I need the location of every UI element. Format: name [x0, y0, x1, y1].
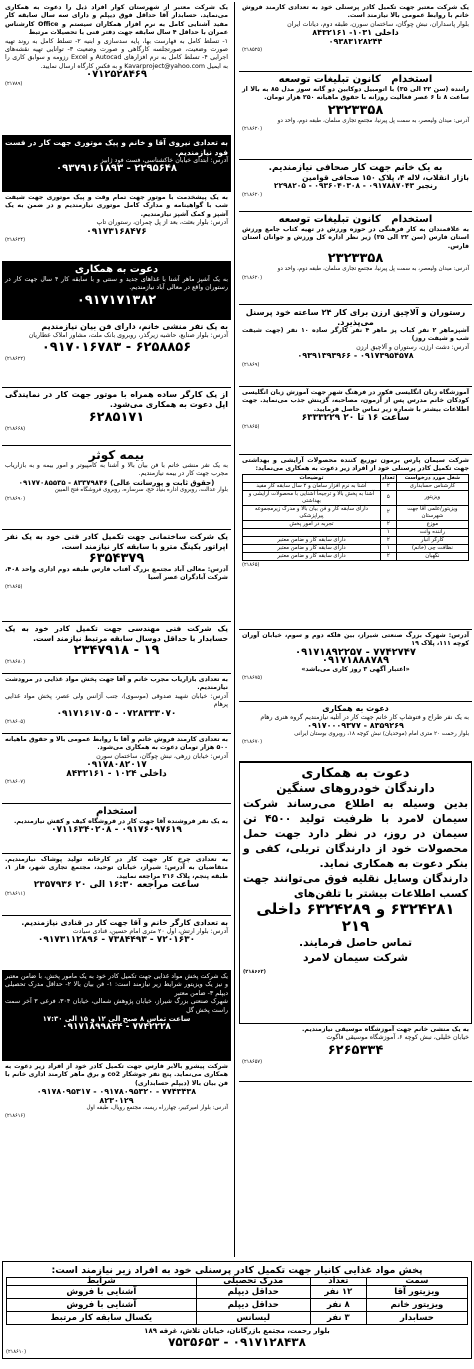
ad-heading: دعوت به همکاری	[301, 766, 410, 781]
ad-apple-agency	[2, 388, 231, 446]
ad-kowsar-insurance	[2, 446, 231, 530]
ad-phone: ۰۹۱۷۰۱۶۷۸۳ - ۶۲۵۸۸۵۶	[41, 340, 192, 356]
ad-heading: رستوران و آلاچیق ارزن برای کار ۲۴ ساعته خود پرسنل می‌پذیرد.	[245, 307, 466, 327]
ad-heading: دعوت به همکاری	[74, 264, 159, 275]
ad-phone: ۶۳۲۴۲۸۱ و ۶۳۲۴۲۸۹ داخلی ۲۱۹	[256, 900, 455, 935]
ad-address: آدرس: بلوار بعثت، بعد از پل چمران، رستوران تاپ	[96, 219, 228, 227]
ad-code: (۲۱۸۶۲۰)	[242, 126, 263, 133]
table-header: شرایط	[7, 1278, 197, 1286]
ad-kavar-company	[2, 2, 231, 136]
ad-company: شرکت سیمان لامرد	[302, 951, 409, 964]
ad-phone: ۰۹۱۷۸۰۹۵۳۱۷ - ۰۹۱۷۸۰۹۵۳۲۰ - ۷۷۴۳۴۳۸	[36, 1087, 197, 1097]
ad-phone: ۶۲۶۵۳۳۴	[327, 1042, 384, 1058]
ad-text: به تعدادی کارمند فروش خانم و آقا با روابط عمومی بالا و حقوق ماهیانه ۵۰۰ هزار تومان دعوت به همکاری می‌شود.	[5, 736, 228, 752]
ad-text: به یک پیشخدمت با موتور جهت تمام وقت و پیک موتوری جهت شیفت شب با گواهینامه و مدارک کامل موتوری نیازمندیم و در ضمن به یک آشپز و کمک آشپز نیازمندیم.	[5, 194, 228, 218]
table-row: راننده وانت ۱	[243, 528, 469, 536]
ad-address: آدرس: خیابان زرهی، نبش چوگان، ساختمان سورن	[96, 752, 228, 760]
ad-code: (۲۱۸۶۰۵)	[5, 719, 26, 726]
ad-phone: ۶۲۸۵۱۷۱	[88, 410, 145, 425]
ad-phone: ۷۵۳۵۶۵۳ - ۰۹۱۷۱۲۸۴۳۸	[168, 1335, 306, 1349]
left-column	[2, 2, 235, 1257]
ad-heading: استخدام کانون تبلیغات توسعه	[278, 74, 433, 85]
ad-sales-staff	[2, 734, 231, 804]
ad-phone: ۰۹۱۷۱۶۱۷۰۵ - ۰۷۲۸۳۳۳۰۷۰	[56, 708, 177, 719]
ad-phone: ۰۹۱۷۷۰۸۵۵۳۵ - ۸۳۳۷۹۸۴۶ (حقوق ثابت و پورسانت عالی)	[18, 478, 215, 487]
ad-code: (۲۱۸۶۹)	[242, 361, 260, 368]
ad-address: آدرس: میدان ولیعصر، به سمت پل پیرنیا، مجتمع تجاری سلمان، طبقه دوم، واحد دو	[277, 117, 469, 124]
ad-text: به یک نفر منشی خانم، دارای فن بیان نیازمندیم	[41, 322, 228, 331]
ad-restaurant	[239, 305, 472, 387]
ad-fast-food	[2, 136, 231, 192]
ad-address: آدرس: بلوار صنایع، حاشیه زیرگذر، روبروی بانک ملت، مشاور املاک عطاریان	[28, 332, 228, 339]
jobs-table	[242, 474, 469, 561]
ad-address: بلوار پاسداران، نبش چوگان، ساختمان سورن، طبقه دوم، دیانات ایران	[287, 20, 469, 28]
ad-code: (۲۱۷۸۹)	[5, 80, 23, 87]
table-header: توضیحات	[243, 474, 381, 482]
ad-address: شهرک صنعتی بزرگ شیراز، خیابان پژوهش شمالی، خیابان ۳۰۴، فرعی ۳ آخر سمت راست پخش گل	[5, 998, 228, 1014]
ad-driver	[239, 72, 472, 160]
ad-text-2: ۱- تسلط کامل به فهارست بها، پایه سدسازی و ابنیه ۲- تسلط کامل به روند تهیه صورت وضعیت، صورتجلسه کارگاهی و صورت وضعیت ۳- توانایی تهیه نقشه‌های اجرایی ۴- تسلط کامل به نرم افزارهای Autocad و Excel رزومه و سوابق کاری را به ایمیل Kavarproject@yahoo.com و به فکس کارگاه ارسال نمایید.	[5, 37, 229, 70]
ad-phone: ۶۳۵۴۳۷۹	[88, 551, 145, 566]
ad-text-2: دارندگان وسایل نقلیه فوق می‌توانند جهت کسب اطلاعات بیشتر با تلفن‌های	[243, 872, 468, 900]
ad-text: به یک آشپز ماهر آشنا با غذاهای جدید و سنتی و با سابقه کار ۴ سال جهت کار در رستوران واقع در معالی آباد نیازمندیم.	[5, 276, 228, 292]
ad-heading: از یک کارگر ساده همراه با موتور جهت کار در نمایندگی اپل دعوت به همکاری می‌شود.	[5, 390, 228, 409]
ad-phone: ۰۹۱۷۳۱۱۲۸۹۶ - ۷۳۸۴۴۹۳ - ۷۲۰۱۶۳۰	[37, 934, 196, 945]
ad-phone: ۰۹۱۷۸۰۸۲۰۱۷	[86, 760, 147, 771]
ad-code: (۲۱۸۶۵)	[242, 561, 260, 568]
ad-phone: ۶۳۳۳۲۲۹ ساعت ۱۶ تا ۲۰	[301, 413, 410, 424]
ad-sports-book	[239, 212, 472, 305]
ad-code: (۲۱۸۵۲۵)	[242, 47, 263, 54]
table-row: ویزیتور آقا ۱۲ نفر حداقل دیپلم آشنایی با فروش	[7, 1286, 468, 1299]
ad-phone: رنجبر ۰۹۱۷۸۸۷۰۴۳ - ۰۹۳۶۰۴۰۳۰۸ - ۲۲۹۸۲۰۵	[273, 181, 438, 191]
table-row: نگهبان ۲ دارای سابقه کار و ضامن معتبر	[243, 552, 469, 560]
ad-code: (۲۱۸۶۲۰)	[242, 191, 263, 198]
ad-heading: دعوت به همکاری	[322, 704, 389, 713]
ad-text: به یک منشی خانم جهت آموزشگاه موسیقی نیازمندیم.	[302, 1026, 469, 1033]
ad-code: (۲۱۸۶۹۰)	[5, 495, 26, 502]
ad-text: به علاقمندان به کار فرهنگی در حوزه ورزش در تهیه کتاب جامع ورزش استان فارس (سن ۲۲ الی ۳۵) زیر نظر اداره کل ورزش و جوانان استان فارس.	[242, 226, 469, 250]
ad-shoe-store	[2, 804, 231, 854]
ad-marketer	[2, 674, 231, 734]
ad-phone: ۲۳۲۳۳۵۸	[327, 102, 384, 118]
ad-phone: ۲۳۲۳۳۵۸	[327, 251, 384, 267]
ad-address: بازار انقلاب، لاله ۴، پلاک ۱۵۰ صحافی قوامین	[302, 173, 469, 182]
ad-address: آدرس: ابتدای خیابان خاکشناسی، فست فود ژابیز	[100, 157, 228, 164]
ad-text: به تعدادی بازاریاب مجرب خانم و آقا جهت پخش مواد غذایی در مرودشت نیازمندیم.	[5, 676, 228, 692]
ad-phone: ۰۹۳۹۱۳۹۳۹۶۶ - ۰۹۱۷۳۹۵۴۵۷۸	[297, 351, 414, 361]
ad-columns	[2, 2, 472, 1257]
ad-subheading: دارندگان خودروهای سنگین	[276, 781, 435, 795]
ad-hours: ساعت تماس ۸ صبح الی ۱۲ و ۱۵ الی ۱۷:۳۰	[42, 1015, 191, 1024]
ad-heading: به یک خانم جهت کار صحافی نیازمندیم.	[268, 163, 443, 173]
table-row: موزع ۲ تجربه در امور پخش	[243, 520, 469, 528]
ad-text: بدین وسیله به اطلاع می‌رساند شرکت سیمان لامرد با ظرفیت تولید ۴۵۰۰ تن سیمان در روز، در نظر دارد جهت حمل محصولات خود از دارندگان تریلی، کفی و بنکر دعوت به همکاری نماید.	[243, 797, 469, 870]
ad-phone: ۰۹۱۷۱۸۹۲۲۵۷ - ۷۷۴۲۷۴۷	[295, 646, 416, 658]
ad-heading: استخدام	[95, 806, 138, 817]
table-row: کارشناس حسابداری ۲ آشنا به نرم افزار سامان و ۲ سال سابقه کار مفید	[243, 482, 469, 490]
ad-code: (۲۱۸۶۲۴)	[5, 237, 26, 244]
table-row: حسابدار ۳ نفر لیسانس یکسال سابقه کار مرتبط	[7, 1312, 468, 1325]
ad-text: به یک نفر طراح و فتوشاپ کار خانم جهت کار در آتلیه نیازمندیم گروه هنری رهام	[260, 714, 469, 721]
ad-code: (۲۱۸۶۸۰)	[5, 659, 26, 665]
ad-code: (۲۱۸۶۵)	[5, 583, 23, 590]
table-header: تعداد	[310, 1278, 366, 1286]
ad-address: بلوار عدالت، روبروی اداره بنیاد حج، سرساره، روبروی فروشگاه فتح المبین	[54, 487, 228, 494]
ad-phone-2: ۰۹۳۸۳۱۲۸۲۴۴	[328, 36, 383, 46]
ad-text: یک شرکت پخش مواد غذایی جهت تکمیل کادر خود به یک مامور پخش، با ضامن معتبر و نیز یک ویزیتور شرایط زیر نیازمند است: ۱- فن بیان بالا ۲- حداقل مدرک تحصیلی دیپلم ۳- ضامن معتبر	[5, 973, 228, 997]
ad-phone: ۰۹۱۷۳۱۶۸۴۷۶	[86, 226, 147, 237]
ad-heading: بیمه کوثر	[88, 448, 145, 462]
ad-chef	[2, 262, 231, 320]
ad-phone: ۰۹۱۷۰۰۰۹۳۷۷ - ۸۳۵۹۲۶۹	[307, 721, 404, 731]
ad-text: آشپزماهر ۲ نفر کباب پز ماهر ۴ نفر کارگر ساده ۱۰ نفر (جهت شیفت شب و شیفت روز)	[242, 327, 469, 343]
ad-text: شرکت سیمان پارس برمون توزیع کننده محصولات آرایشی و بهداشتی جهت تکمیل کادر پرسنلی خود از افراد زیر دعوت به همکاری می‌نماید:	[242, 457, 469, 473]
ad-binding	[239, 160, 472, 212]
ad-kaniar-food	[2, 1261, 472, 1359]
table-header: شغل مورد درخواست	[396, 474, 468, 482]
ad-address: آدرس: بلوار امیرکبیر، چهارراه ریسه، مجتمع رویال، طبقه اول	[86, 1105, 228, 1112]
ad-text: شرکت پیشرو بالابر فارس جهت تکمیل کادر خود از افراد زیر دعوت به همکاری می‌نماید. پنج نفر جوشکار co2 و برق ماهر کارمند اداری خانم با فن بیان بالا (دیپلم حسابداری)	[5, 1063, 228, 1087]
table-header: تعداد	[381, 474, 395, 481]
ad-music-school	[239, 1024, 472, 1082]
ad-phone: ۰۷۱۲۵۲۸۴۶۹	[85, 69, 148, 81]
ad-phone-2: ۸۲۳۰۱۲۹	[99, 1095, 134, 1105]
table-header: سمت	[366, 1278, 467, 1286]
ad-text-3: تماس حاصل فرمایند.	[299, 936, 412, 949]
table-row: ویزیتور/علمی آقا جهت شهرستان ۲ دارای سابقه کار و فن بیان بالا و مدرک زیرمجموعه پیراپزشکی	[243, 505, 469, 520]
ad-address: آدرس: بلوار ارتش، اول ۲۰ متری امام حسین، قنادی سیادت	[72, 927, 228, 935]
ad-address: آدرس: معالی آباد مجتمع بزرگ آفتاب فارس طبقه دوم اداری واحد ۴۰۸، شرکت آبادگران عصر آسیا	[5, 566, 228, 582]
ad-phone-2: داخلی ۱۰۲۴ - ۸۴۳۲۱۶۱	[66, 768, 167, 779]
ad-text: به یک نفر فروشنده آقا جهت کار در فروشگاه کیف و کفش نیازمندیم.	[13, 818, 228, 825]
ad-address: آدرس: میدان ولیعصر، به سمت پل پیرنیا، مجتمع تجاری سلمان، طبقه دوم، واحد دو	[277, 266, 469, 273]
ad-address: بلوار رحمت ۲۰ متری امام (موحدیان) نبش کوچه ۱۸، روبروی بوستان ایرانی	[294, 730, 469, 737]
ad-address: بلوار رحمت، مجتمع بازرگانان، خیابان تلاش، غرفه ۱۸۹	[144, 1327, 330, 1335]
ad-confectionery	[2, 916, 231, 971]
ad-text: یک شرکت ساختمانی جهت تکمیل کادر فنی خود به یک نفر اپراتور بکینگ مترو با سابقه کار نیازمند است.	[5, 532, 228, 551]
ad-phone: ۰۹۱۷۱۸۹۹۸۴۴ - ۷۷۴۲۲۲۸	[62, 1022, 171, 1033]
ad-text: به تعدادی کارگر خانم و آقا جهت کار در قنادی نیازمندیم.	[21, 918, 228, 927]
ad-code: (۲۱۸۶۵)	[242, 423, 260, 430]
ad-sales-clerk	[239, 2, 472, 72]
ad-secretary	[2, 320, 231, 388]
ad-phone: ۲۳۴۷۹۱۸ - ۱۹	[73, 643, 160, 658]
ad-construction	[2, 530, 231, 622]
ad-garment-factory	[2, 854, 231, 916]
ad-phone-2: ۰۹۱۷۱۸۸۸۷۸۹	[321, 655, 390, 667]
ad-phone: ۰۷۱۱۶۳۴۰۲۰۸ - ۰۹۱۷۶۰۹۷۶۱۹	[51, 825, 182, 836]
ad-code: (۲۱۸۶۷۰)	[242, 739, 263, 746]
ad-address: آدرس: دشت ارژن، رستوران و آلاچیق ارزن	[356, 343, 469, 351]
ad-code: (۲۱۸۶۰۷)	[5, 779, 26, 786]
ad-cosmetics-contact	[239, 630, 472, 702]
ad-code: (۲۱۸۶۲۲)	[5, 356, 26, 363]
ad-phone: ساعت مراجعه ۱۶:۳۰ الی ۲۰ ۲۳۵۷۹۳۶	[33, 880, 200, 891]
ad-code: (۲۱۸۶۲۰)	[242, 274, 263, 281]
ad-waiter	[2, 192, 231, 262]
kaniar-jobs-table	[6, 1277, 468, 1325]
table-row: ویزیتور ۵ آشنا به پخش بالا و ترجیحاً آشنایی با محصولات آرایشی و بهداشتی	[243, 490, 469, 505]
table-row: نظافت چی (خانم) ۱ دارای سابقه کار و ضامن معتبر	[243, 544, 469, 552]
ad-heading: پخش مواد غذایی کانیار جهت تکمیل کادر پرسنلی خود به افراد زیر نیازمند است:	[51, 1265, 423, 1276]
ad-code: (۲۱۸۶۶۸)	[5, 426, 26, 432]
ad-food-distribution	[2, 971, 231, 1061]
ad-address: آدرس: شهرک بزرگ صنعتی شیراز، بین فلکه دوم و سوم، خیابان آوران کوچه ۱۱۱، پلاک ۱۹	[242, 632, 469, 648]
ad-text: یک شرکت معتبر از شهرستان کوار افراد ذیل را دعوت به همکاری می‌نماید. حسابدار آقا حداقل فوق دیپلم و دارای سه سال سابقه کار مفید آشنایی کامل به نرم افزار همکاران سیستم و Office کارشناس عمران با حداقل ۴ سال سابقه جهت دفتر فنی با تحصیلات مرتبط	[5, 4, 228, 37]
ad-text: به یک نفر منشی خانم با فن بیان بالا و آشنا به کامپیوتر و امور بیمه و به بازاریاب مجرب جهت کار در بیمه نیازمندیم.	[5, 462, 228, 478]
ad-note: «اعتبار آگهی ۳ روز کاری می‌باشد»	[301, 665, 410, 673]
ad-cosmetics-distributor	[239, 455, 472, 630]
ad-heading: استخدام کانون تبلیغات توسعه	[278, 214, 433, 225]
ad-text: راننده (سن ۲۲ الی ۳۵) با اتومبیل دوکابین دو گانه سوز مدل ۸۵ به بالا از ساعت ۸ تا ۶ عصر فعالیت روزانه با حقوق ماهیانه ۲۵۰ هزار تومان.	[242, 86, 470, 102]
ad-pishro-lift	[2, 1061, 231, 1141]
ad-code: (۲۱۸۶۱۱)	[5, 890, 26, 897]
ad-code: (۲۱۸۶۵۷)	[242, 1058, 263, 1065]
ad-phone: ۰۹۳۷۹۱۶۱۸۹۳ - ۲۲۹۵۶۴۸	[56, 163, 177, 175]
ad-code: (۲۱۸۶۶۲)	[243, 969, 266, 975]
ad-text: به تعدادی چرخ کار جهت کار در کارخانه تولید پوشاک نیازمندیم. متقاضیان به آدرس: شیراز، خیابان توحید، مجتمع تجاری شهر، فاز ۱، طبقه پنجم، پلاک ۲۱۶ مراجعه نمایید.	[5, 856, 228, 880]
ad-heavy-vehicles	[239, 762, 472, 1024]
ad-text: یک شرکت فنی مهندسی جهت تکمیل کادر خود به یک حسابدار با حداقل دوسال سابقه مرتبط نیازمند است.	[5, 624, 228, 643]
ad-address: آدرس: خیابان شهید صدوقی (موسوی)، جنب آژانس ولی عصر، پخش مواد غذایی پرهام	[5, 692, 228, 709]
ad-code: (۲۱۸۶۱۶)	[5, 1113, 26, 1120]
ad-phone: ۰۹۱۷۱۷۱۳۸۲	[76, 292, 157, 308]
table-row: ویزیتور خانم ۸ نفر حداقل دیپلم آشنایی با فروش	[7, 1299, 468, 1312]
ad-photoshop	[239, 702, 472, 762]
table-header: مدرک تحصیلی	[196, 1278, 310, 1286]
ad-text: آموزشگاه زبان انگلیسی فکور در فرهنگ شهر جهت آموزش زبان انگلیسی کودکان خانم مدرس پس از آزمون، مصاحبه، گزینش جذب می‌نماید. جهت اطلاعات بیشتر با شماره زیر تماس حاصل فرمایید.	[242, 389, 469, 413]
ad-phone: داخلی ۱۰۳۱- ۸۴۳۲۱۶۱	[312, 28, 399, 38]
ad-accountant	[2, 622, 231, 674]
ad-english-school	[239, 387, 472, 455]
table-row: کارگر انبار ۲ دارای سابقه کار و ضامن معتبر	[243, 536, 469, 544]
ad-text: یک شرکت معتبر جهت تکمیل کادر پرسنلی خود به تعدادی کارمند فروش خانم با روابط عمومی بالا نیازمند است.	[242, 4, 469, 20]
right-column	[239, 2, 472, 1257]
ad-code: (۲۱۸۶۱۰)	[6, 1349, 27, 1355]
ad-code: (۲۱۸۶۷۵)	[242, 675, 263, 682]
ad-heading: به تعدادی نیروی آقا و خانم و پیک موتوری جهت کار در فست فود نیازمندیم.	[5, 138, 228, 157]
ad-address: خیابان خلیلی، نبش کوچه ۶، آموزشگاه موسیقی فاگوت	[326, 1034, 469, 1042]
